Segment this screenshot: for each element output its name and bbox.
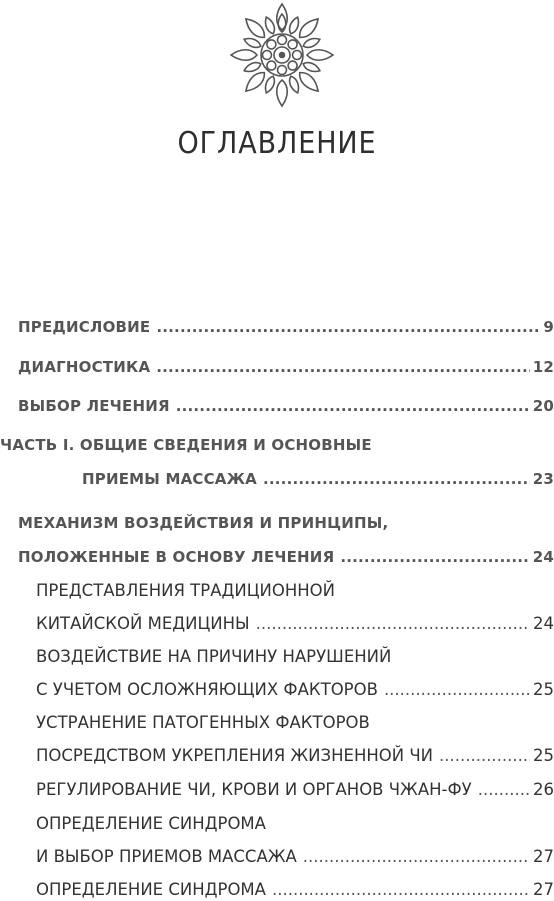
- dot-leader: [272, 879, 530, 901]
- toc-page-number: 12: [532, 358, 554, 376]
- toc-entry[interactable]: [18, 316, 554, 338]
- toc-entry-title: ПРИЕМЫ МАССАЖА: [82, 470, 257, 488]
- toc-page-number: 27: [533, 880, 554, 899]
- toc-page-number: 26: [533, 780, 554, 799]
- toc-page-number: 23: [532, 470, 554, 488]
- dot-leader: [156, 356, 529, 378]
- toc-entry-title: С УЧЕТОМ ОСЛОЖНЯЮЩИХ ФАКТОРОВ: [36, 680, 378, 699]
- dot-leader: [303, 846, 530, 868]
- toc-entry-line: ВОЗДЕЙСТВИЕ НА ПРИЧИНУ НАРУШЕНИЙ: [36, 647, 392, 666]
- dot-leader: [176, 395, 530, 417]
- toc-page-number: 9: [543, 318, 554, 336]
- lotus-ornament-icon: [227, 0, 337, 110]
- dot-leader: [478, 779, 530, 801]
- dot-leader: [256, 613, 530, 635]
- toc-entry-line: МЕХАНИЗМ ВОЗДЕЙСТВИЯ И ПРИНЦИПЫ,: [18, 514, 389, 532]
- toc-page-number: 20: [532, 397, 554, 415]
- toc-entry[interactable]: [36, 679, 554, 701]
- toc-entry-title: ПРЕДИСЛОВИЕ: [18, 318, 151, 336]
- page-title: ОГЛАВЛЕНИЕ: [177, 126, 377, 161]
- toc-entry[interactable]: [36, 613, 554, 635]
- toc-entry[interactable]: [18, 395, 554, 417]
- toc-entry-line: ПРЕДСТАВЛЕНИЯ ТРАДИЦИОННОЙ: [36, 581, 336, 600]
- toc-entry-title: ПОСРЕДСТВОМ УКРЕПЛЕНИЯ ЖИЗНЕННОЙ ЧИ: [36, 746, 433, 765]
- toc-entry-title: ДИАГНОСТИКА: [18, 358, 151, 376]
- toc-entry-title: ВЫБОР ЛЕЧЕНИЯ: [18, 397, 170, 415]
- dot-leader: [439, 745, 530, 767]
- toc-entry[interactable]: [36, 779, 554, 801]
- toc-entry-title: ОПРЕДЕЛЕНИЕ СИНДРОМА: [36, 880, 266, 899]
- toc-entry[interactable]: [36, 846, 554, 868]
- dot-leader: [384, 679, 530, 701]
- toc-entry-title: РЕГУЛИРОВАНИЕ ЧИ, КРОВИ И ОРГАНОВ ЧЖАН-ФУ: [36, 780, 472, 799]
- toc-page-number: 24: [532, 548, 554, 566]
- toc-page-number: 25: [533, 680, 554, 699]
- toc-entry-title: И ВЫБОР ПРИЕМОВ МАССАЖА: [36, 847, 297, 866]
- toc-entry-title: КИТАЙСКОЙ МЕДИЦИНЫ: [36, 614, 250, 633]
- toc-entry-line: УСТРАНЕНИЕ ПАТОГЕННЫХ ФАКТОРОВ: [36, 713, 370, 732]
- toc-entry[interactable]: [82, 468, 554, 490]
- toc-entry[interactable]: [36, 879, 554, 901]
- toc-page-number: 25: [533, 746, 554, 765]
- toc-entry-line: ОПРЕДЕЛЕНИЕ СИНДРОМА: [36, 814, 266, 833]
- toc-entry[interactable]: [36, 745, 554, 767]
- toc-page-number: 27: [533, 847, 554, 866]
- toc-page-number: 24: [533, 614, 554, 633]
- dot-leader: [340, 546, 529, 568]
- toc-entry[interactable]: [18, 546, 554, 568]
- dot-leader: [156, 316, 540, 338]
- dot-leader: [263, 468, 530, 490]
- toc-entry[interactable]: [18, 356, 554, 378]
- toc-entry-line: ЧАСТЬ I. ОБЩИЕ СВЕДЕНИЯ И ОСНОВНЫЕ: [0, 436, 372, 454]
- toc-entry-title: ПОЛОЖЕННЫЕ В ОСНОВУ ЛЕЧЕНИЯ: [18, 548, 335, 566]
